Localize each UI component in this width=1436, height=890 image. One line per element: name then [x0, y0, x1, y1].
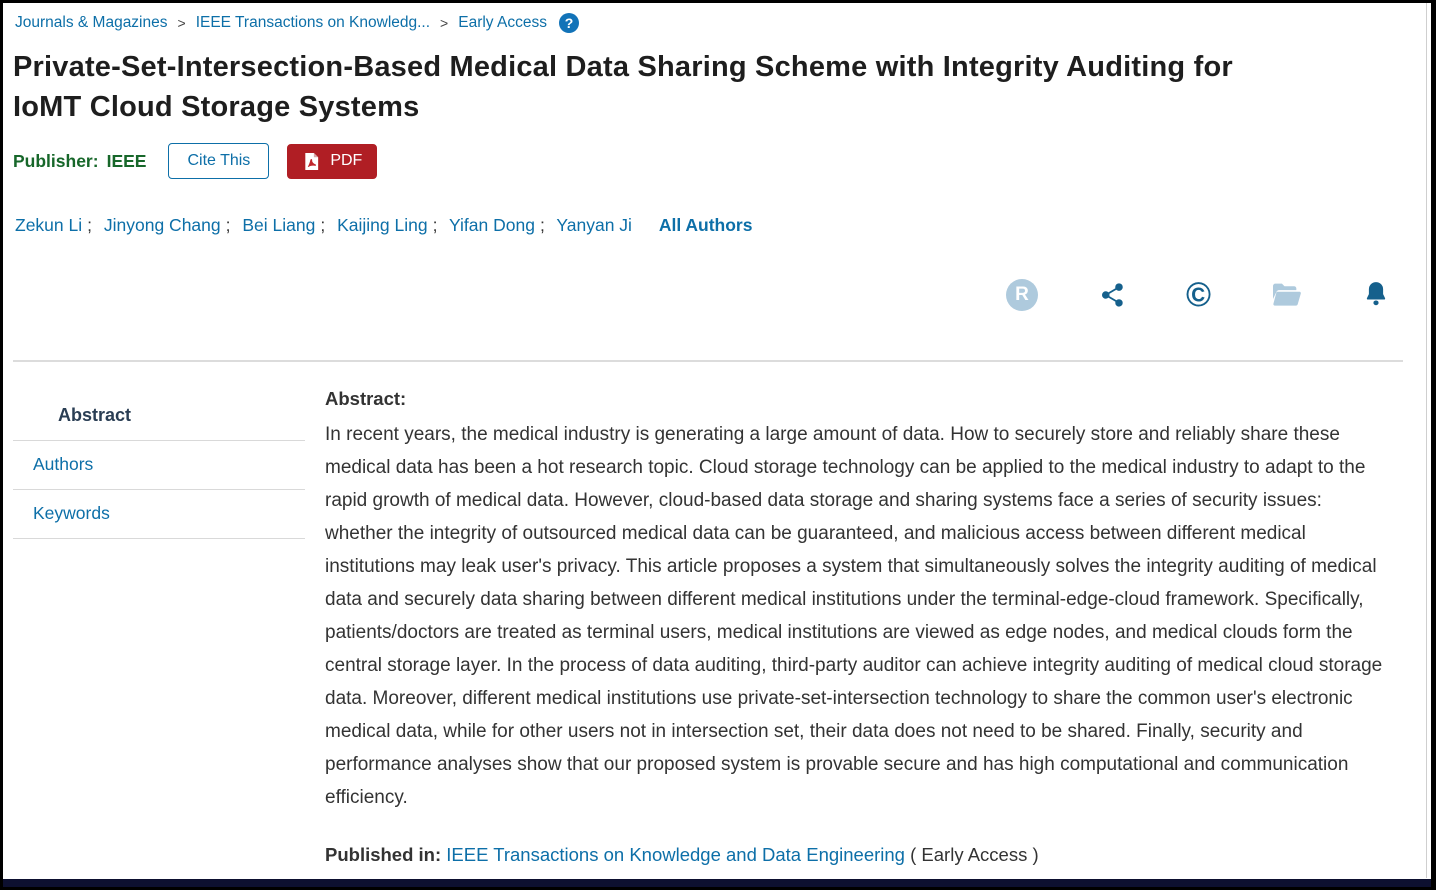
help-icon[interactable]: ?	[559, 13, 579, 33]
content-area	[13, 362, 1403, 866]
author-separator: ;	[87, 215, 92, 236]
page-title: Private-Set-Intersection-Based Medical Data Sharing Scheme with Integrity Auditing for IoMT Cloud Storage Systems	[13, 51, 1233, 124]
right-edge-hairline	[1426, 3, 1427, 878]
author-link[interactable]: Yifan Dong	[449, 215, 535, 236]
published-in-journal-link[interactable]: IEEE Transactions on Knowledge and Data Engineering	[446, 844, 905, 866]
all-authors-link[interactable]: All Authors	[658, 215, 753, 236]
author-separator: ;	[320, 215, 326, 236]
author-link[interactable]: Bei Liang	[242, 215, 316, 236]
breadcrumb	[13, 13, 1403, 33]
breadcrumb-separator: >	[440, 15, 449, 31]
publisher-prefix: Publisher:	[13, 150, 99, 171]
breadcrumb-early-access[interactable]: Early Access	[458, 14, 547, 31]
author-separator: ;	[225, 215, 231, 236]
pdf-icon	[302, 152, 321, 171]
sidebar-item-keywords[interactable]: Keywords	[13, 490, 305, 539]
share-icon[interactable]	[1098, 281, 1126, 309]
author-link[interactable]: Yanyan Ji	[556, 215, 632, 236]
published-in-label: Published in:	[325, 844, 442, 866]
author-link[interactable]: Zekun Li	[15, 215, 83, 236]
breadcrumb-journals-magazines[interactable]: Journals & Magazines	[15, 14, 168, 31]
sidebar-item-authors[interactable]: Authors	[13, 441, 305, 490]
pdf-button[interactable]	[287, 144, 377, 179]
open-folder-icon[interactable]	[1271, 281, 1303, 309]
abstract-section	[305, 362, 1403, 866]
publisher-label	[13, 151, 146, 172]
rights-r-icon[interactable]: R	[1006, 279, 1038, 311]
published-in-line	[325, 844, 1389, 866]
author-separator: ;	[539, 215, 545, 236]
author-separator: ;	[432, 215, 438, 236]
publisher-name: IEEE	[106, 150, 147, 171]
document-sidebar	[13, 362, 305, 539]
cite-this-button[interactable]: Cite This	[168, 143, 269, 179]
authors-row	[13, 215, 1403, 236]
published-in-suffix: ( Early Access )	[910, 844, 1039, 866]
copyright-icon[interactable]: ©	[1185, 276, 1211, 315]
footer-strip	[3, 879, 1431, 887]
publisher-row	[13, 143, 1403, 179]
abstract-heading: Abstract:	[325, 388, 407, 410]
abstract-text: In recent years, the medical industry is generating a large amount of data. How to securely store and reliably share these medical data has been a hot research topic. Cloud storage technology can be applied to the medical industry to adapt to the rapid growth of medical data. However, cloud-based data storage and sharing systems face a series of security issues: whether the integrity of outsourced medical data can be guaranteed, and malicious access between different medical institutions may leak user's privacy. This article proposes a system that simultaneously solves the integrity auditing of medical data and securely data sharing between different medical institutions under the terminal-edge-cloud framework. Specifically, patients/doctors are treated as terminal users, medical institutions are viewed as edge nodes, and medical clouds form the central storage layer. In the process of data auditing, third-party auditor can achieve integrity auditing of medical cloud storage data. Moreover, different medical institutions use private-set-intersection technology to share the common user's electronic medical data, while for other users not in intersection set, their data does not need to be shared. Finally, security and performance analyses show that our proposed system is provable secure and has high computational and communication efficiency.	[325, 424, 1383, 809]
author-link[interactable]: Jinyong Chang	[103, 215, 221, 236]
sidebar-item-abstract[interactable]: Abstract	[13, 392, 305, 441]
pdf-button-label: PDF	[330, 152, 363, 170]
document-actions-toolbar	[13, 276, 1403, 314]
breadcrumb-separator: >	[177, 15, 186, 31]
breadcrumb-publication[interactable]: IEEE Transactions on Knowledg...	[195, 14, 431, 31]
author-link[interactable]: Kaijing Ling	[337, 215, 428, 236]
alerts-bell-icon[interactable]	[1363, 281, 1389, 309]
